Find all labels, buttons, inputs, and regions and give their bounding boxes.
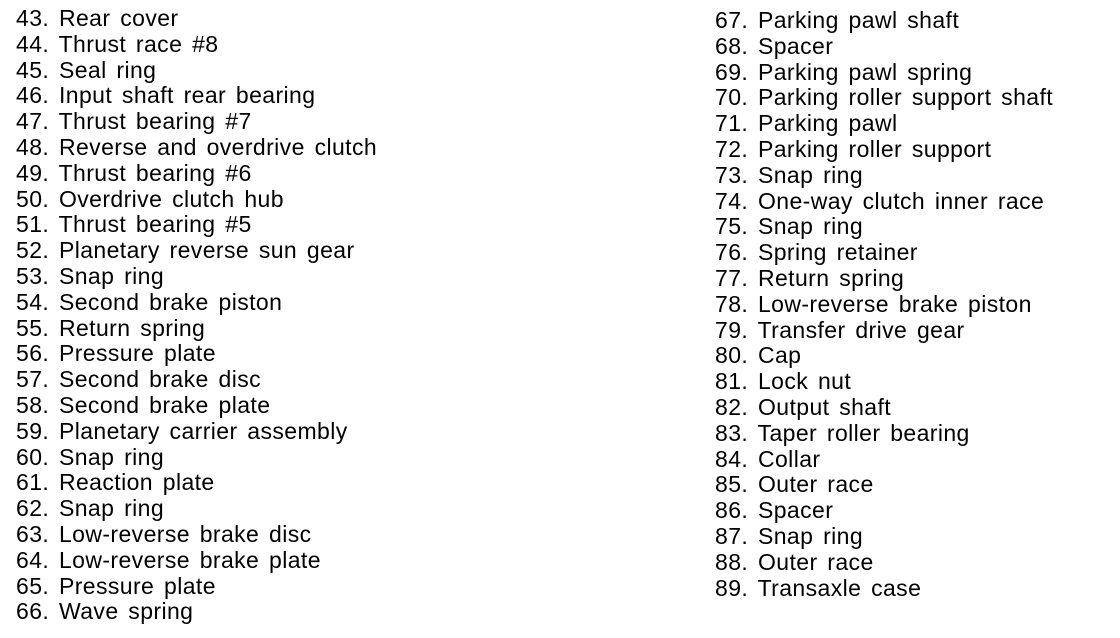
part-number: 81. [715, 368, 749, 395]
part-name: Snap ring [757, 161, 864, 188]
parts-list-item [16, 135, 377, 161]
parts-list-item [715, 369, 1053, 395]
parts-list-item [16, 6, 377, 32]
parts-list-item [715, 550, 1053, 576]
parts-list-item [16, 109, 377, 135]
part-number: 52. [16, 237, 50, 264]
part-name: Thrust bearing #5 [58, 211, 252, 238]
part-name: Return spring [58, 314, 206, 341]
part-name: Wave spring [58, 598, 194, 625]
parts-list-item [715, 576, 1053, 602]
part-name: Snap ring [757, 522, 864, 549]
part-number: 58. [16, 391, 50, 418]
parts-list-item [16, 238, 377, 264]
part-name: Snap ring [58, 262, 165, 289]
parts-list-item [715, 421, 1053, 447]
part-number: 67. [715, 7, 749, 33]
parts-list-item [715, 111, 1053, 137]
part-number: 43. [16, 5, 50, 31]
parts-list-item [715, 472, 1053, 498]
parts-list-right-column [715, 8, 1053, 601]
part-name: Parking pawl spring [757, 58, 973, 85]
part-name: Output shaft [757, 393, 892, 420]
part-number: 80. [715, 342, 749, 369]
part-name: Outer race [757, 471, 874, 498]
part-name: Parking pawl shaft [757, 7, 960, 33]
part-number: 71. [715, 110, 749, 137]
parts-list-item [16, 187, 377, 213]
part-name: Pressure plate [58, 340, 216, 367]
parts-list-item [715, 395, 1053, 421]
parts-list-item [715, 447, 1053, 473]
part-number: 76. [715, 239, 749, 266]
part-number: 57. [16, 366, 50, 393]
part-name: Input shaft rear bearing [58, 82, 316, 109]
part-name: Spring retainer [757, 239, 918, 266]
part-name: Low-reverse brake disc [58, 520, 312, 547]
part-number: 45. [16, 56, 50, 83]
part-number: 53. [16, 262, 50, 289]
part-name: Transaxle case [757, 574, 922, 601]
parts-list-item [16, 367, 377, 393]
part-name: Low-reverse brake piston [757, 290, 1032, 317]
part-number: 68. [715, 32, 749, 59]
parts-list-item [715, 240, 1053, 266]
part-number: 83. [715, 419, 749, 446]
part-number: 60. [16, 443, 50, 470]
part-number: 82. [715, 393, 749, 420]
parts-list-item [16, 393, 377, 419]
parts-list-item [715, 60, 1053, 86]
part-name: Second brake disc [58, 366, 262, 393]
part-number: 72. [715, 135, 749, 162]
parts-list-left-column [16, 6, 377, 625]
part-name: Thrust bearing #6 [58, 159, 252, 186]
part-name: Lock nut [757, 368, 852, 395]
part-number: 75. [715, 213, 749, 240]
part-name: Reaction plate [58, 469, 215, 496]
part-number: 59. [16, 417, 50, 444]
parts-list-item [16, 522, 377, 548]
part-name: Reverse and overdrive clutch [58, 133, 378, 160]
part-number: 87. [715, 522, 749, 549]
part-number: 61. [16, 469, 50, 496]
part-number: 79. [715, 316, 749, 343]
part-name: One-way clutch inner race [757, 187, 1045, 214]
parts-list-item [16, 445, 377, 471]
parts-list-item [16, 83, 377, 109]
part-name: Pressure plate [58, 572, 216, 599]
part-number: 88. [715, 548, 749, 575]
parts-list-item [16, 548, 377, 574]
parts-list-item [16, 496, 377, 522]
part-number: 84. [715, 445, 749, 472]
parts-list-item [16, 58, 377, 84]
parts-list-item [16, 316, 377, 342]
part-name: Second brake plate [58, 391, 271, 418]
parts-list-item [16, 574, 377, 600]
part-name: Transfer drive gear [757, 316, 965, 343]
part-number: 65. [16, 572, 50, 599]
parts-list-item [16, 290, 377, 316]
part-name: Snap ring [58, 495, 165, 522]
part-number: 48. [16, 133, 50, 160]
part-number: 89. [715, 574, 749, 601]
parts-list-item [715, 524, 1053, 550]
part-name: Taper roller bearing [757, 419, 970, 446]
part-number: 55. [16, 314, 50, 341]
parts-list-item [715, 318, 1053, 344]
part-name: Collar [757, 445, 821, 472]
part-number: 85. [715, 471, 749, 498]
part-number: 73. [715, 161, 749, 188]
parts-list-item [715, 85, 1053, 111]
parts-list-item [715, 34, 1053, 60]
parts-list-item [715, 8, 1053, 34]
part-number: 63. [16, 520, 50, 547]
parts-list-item [16, 212, 377, 238]
part-name: Rear cover [58, 5, 179, 31]
part-name: Outer race [757, 548, 874, 575]
part-number: 64. [16, 546, 50, 573]
part-name: Snap ring [757, 213, 864, 240]
part-name: Thrust bearing #7 [58, 108, 252, 135]
part-number: 62. [16, 495, 50, 522]
part-number: 86. [715, 497, 749, 524]
parts-list-item [16, 599, 377, 625]
part-name: Spacer [757, 32, 834, 59]
parts-list-item [16, 264, 377, 290]
part-number: 56. [16, 340, 50, 367]
part-number: 78. [715, 290, 749, 317]
part-number: 66. [16, 598, 50, 625]
part-name: Thrust race #8 [58, 30, 219, 57]
part-name: Low-reverse brake plate [58, 546, 321, 573]
parts-list-item [715, 189, 1053, 215]
parts-list-item [715, 498, 1053, 524]
part-name: Parking roller support shaft [757, 84, 1054, 111]
part-name: Return spring [757, 264, 905, 291]
parts-list-item [16, 341, 377, 367]
part-number: 74. [715, 187, 749, 214]
part-name: Overdrive clutch hub [58, 185, 284, 212]
parts-list-item [16, 32, 377, 58]
part-name: Planetary carrier assembly [58, 417, 348, 444]
parts-list-item [715, 137, 1053, 163]
part-name: Seal ring [58, 56, 157, 83]
part-number: 44. [16, 30, 50, 57]
part-name: Cap [757, 342, 802, 369]
part-number: 69. [715, 58, 749, 85]
part-name: Snap ring [58, 443, 165, 470]
parts-list-item [715, 343, 1053, 369]
part-name: Parking roller support [757, 135, 992, 162]
part-number: 70. [715, 84, 749, 111]
parts-list-item [715, 214, 1053, 240]
parts-list-item [715, 163, 1053, 189]
part-number: 47. [16, 108, 50, 135]
parts-list-item [16, 419, 377, 445]
parts-list-item [715, 266, 1053, 292]
part-number: 46. [16, 82, 50, 109]
part-name: Second brake piston [58, 288, 283, 315]
parts-list-item [16, 470, 377, 496]
part-name: Planetary reverse sun gear [58, 237, 355, 264]
parts-list-item [715, 292, 1053, 318]
part-number: 49. [16, 159, 50, 186]
part-number: 50. [16, 185, 50, 212]
parts-list-item [16, 161, 377, 187]
part-number: 54. [16, 288, 50, 315]
part-number: 51. [16, 211, 50, 238]
part-number: 77. [715, 264, 749, 291]
part-name: Parking pawl [757, 110, 898, 137]
part-name: Spacer [757, 497, 834, 524]
